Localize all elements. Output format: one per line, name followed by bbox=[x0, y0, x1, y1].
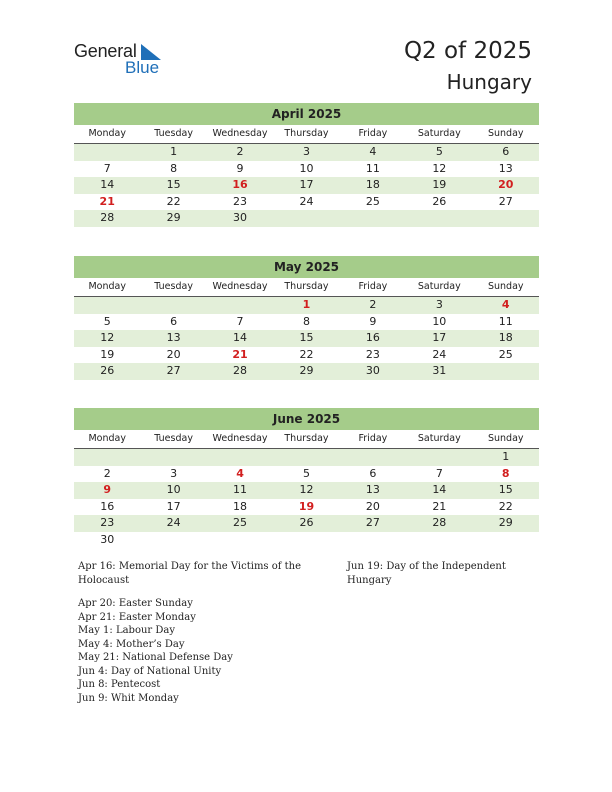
day-cell: 6 bbox=[369, 466, 377, 480]
weekday-label: Thursday bbox=[284, 433, 329, 444]
day-cell bbox=[207, 297, 273, 314]
holiday-note: May 4: Mother’s Day bbox=[78, 638, 185, 650]
day-cell: 7 bbox=[103, 161, 111, 175]
week-row bbox=[74, 314, 539, 331]
day-cell: 29 bbox=[299, 364, 314, 377]
day-cell: 14 bbox=[233, 331, 248, 344]
day-cell: 18 bbox=[233, 499, 248, 513]
day-cell bbox=[74, 144, 140, 161]
weekday-label: Wednesday bbox=[212, 433, 268, 444]
day-cell: 1 bbox=[502, 450, 510, 463]
day-cell: 14 bbox=[100, 178, 115, 191]
weekday-label: Friday bbox=[358, 128, 388, 139]
day-cell: 29 bbox=[498, 516, 513, 529]
day-cell: 30 bbox=[100, 532, 115, 546]
holiday-note: Apr 20: Easter Sunday bbox=[78, 598, 193, 609]
day-cell: 6 bbox=[170, 314, 178, 328]
day-cell: 12 bbox=[100, 331, 115, 344]
day-cell bbox=[140, 297, 206, 314]
weekday-header-row bbox=[74, 125, 539, 144]
day-cell: 29 bbox=[166, 211, 181, 224]
day-cell: 17 bbox=[299, 178, 314, 191]
day-cell: 12 bbox=[299, 483, 314, 496]
day-cell bbox=[74, 297, 140, 314]
week-row bbox=[74, 177, 539, 194]
month-title: June 2025 bbox=[74, 408, 539, 430]
day-cell: 7 bbox=[236, 314, 244, 328]
day-cell: 11 bbox=[365, 161, 380, 175]
weekday-label: Saturday bbox=[417, 433, 461, 444]
weekday-label: Monday bbox=[88, 433, 126, 444]
weekday-label: Monday bbox=[88, 128, 126, 139]
holiday-day-cell: 19 bbox=[298, 499, 315, 513]
day-cell bbox=[406, 532, 472, 549]
holiday-note: Apr 16: Memorial Day for the Victims of the Holocaust bbox=[78, 561, 302, 586]
day-cell: 10 bbox=[432, 314, 447, 328]
holiday-day-cell: 9 bbox=[103, 483, 112, 496]
day-cell: 3 bbox=[170, 466, 178, 480]
day-cell bbox=[140, 449, 206, 466]
holiday-note: May 1: Labour Day bbox=[78, 625, 175, 636]
day-cell: 17 bbox=[166, 499, 181, 513]
day-cell: 7 bbox=[435, 466, 443, 480]
day-cell: 26 bbox=[100, 364, 115, 377]
day-cell: 23 bbox=[233, 194, 248, 208]
weekday-header-row bbox=[74, 430, 539, 449]
week-row bbox=[74, 532, 539, 549]
day-cell: 27 bbox=[166, 364, 181, 377]
day-cell bbox=[406, 449, 472, 466]
weekday-label: Sunday bbox=[487, 128, 524, 139]
day-cell: 5 bbox=[302, 466, 310, 480]
day-cell: 3 bbox=[435, 298, 443, 311]
day-cell: 11 bbox=[498, 314, 513, 328]
holiday-note: Jun 19: Day of the Independent Hungary bbox=[347, 561, 506, 586]
day-cell: 14 bbox=[432, 483, 447, 496]
week-row bbox=[74, 297, 539, 314]
week-row bbox=[74, 515, 539, 532]
day-cell bbox=[473, 210, 539, 227]
week-row bbox=[74, 449, 539, 466]
weekday-label: Sunday bbox=[487, 281, 524, 292]
weekday-label: Tuesday bbox=[154, 128, 193, 139]
day-cell bbox=[473, 532, 539, 549]
month-calendar-may bbox=[74, 256, 539, 380]
day-cell: 1 bbox=[170, 145, 178, 158]
day-cell: 30 bbox=[233, 211, 248, 224]
weekday-label: Tuesday bbox=[154, 281, 193, 292]
day-cell: 5 bbox=[435, 145, 443, 158]
holiday-day-cell: 21 bbox=[99, 194, 115, 208]
week-row bbox=[74, 330, 539, 347]
day-cell: 2 bbox=[236, 145, 244, 158]
holiday-day-cell: 16 bbox=[232, 178, 248, 191]
day-cell: 26 bbox=[432, 194, 447, 208]
weekday-header-row bbox=[74, 278, 539, 297]
weekday-label: Thursday bbox=[284, 281, 329, 292]
day-cell bbox=[406, 210, 472, 227]
day-cell: 20 bbox=[166, 347, 181, 361]
day-cell: 18 bbox=[498, 331, 513, 344]
day-cell bbox=[473, 363, 539, 380]
day-cell: 27 bbox=[498, 194, 513, 208]
day-cell: 25 bbox=[365, 194, 380, 208]
day-cell: 28 bbox=[233, 364, 248, 377]
weekday-label: Friday bbox=[358, 433, 388, 444]
day-cell bbox=[207, 532, 273, 549]
day-cell: 15 bbox=[498, 483, 513, 496]
day-cell: 3 bbox=[302, 145, 310, 158]
day-cell: 26 bbox=[299, 516, 314, 529]
day-cell: 22 bbox=[299, 347, 314, 361]
week-row bbox=[74, 466, 539, 483]
day-cell: 23 bbox=[365, 347, 380, 361]
holiday-notes-right bbox=[347, 560, 517, 597]
day-cell: 8 bbox=[170, 161, 178, 175]
day-cell: 2 bbox=[103, 466, 111, 480]
day-cell: 13 bbox=[498, 161, 513, 175]
day-cell: 22 bbox=[166, 194, 181, 208]
holiday-note: May 21: National Defense Day bbox=[78, 652, 233, 663]
holiday-day-cell: 1 bbox=[302, 298, 311, 311]
brand-word-general: General bbox=[74, 41, 137, 61]
day-cell bbox=[74, 449, 140, 466]
holiday-day-cell: 8 bbox=[501, 466, 510, 480]
country-name: Hungary bbox=[446, 70, 532, 94]
day-cell: 24 bbox=[432, 347, 447, 361]
day-cell: 17 bbox=[432, 331, 447, 344]
page-title: Q2 of 2025 bbox=[403, 38, 532, 64]
day-cell: 23 bbox=[100, 516, 115, 529]
day-cell: 27 bbox=[365, 516, 380, 529]
day-cell: 15 bbox=[166, 178, 181, 191]
week-row bbox=[74, 161, 539, 178]
holiday-day-cell: 21 bbox=[232, 347, 248, 361]
day-cell: 9 bbox=[369, 314, 377, 328]
day-cell: 10 bbox=[299, 161, 314, 175]
day-cell bbox=[340, 210, 406, 227]
weekday-label: Wednesday bbox=[212, 281, 268, 292]
day-cell: 13 bbox=[365, 483, 380, 496]
day-cell bbox=[340, 449, 406, 466]
day-cell: 10 bbox=[166, 483, 181, 496]
weekday-label: Saturday bbox=[417, 128, 461, 139]
day-cell bbox=[273, 449, 339, 466]
week-row bbox=[74, 499, 539, 516]
day-cell: 5 bbox=[103, 314, 111, 328]
day-cell: 4 bbox=[369, 145, 377, 158]
day-cell: 8 bbox=[302, 314, 310, 328]
day-cell bbox=[273, 532, 339, 549]
day-cell: 21 bbox=[432, 499, 447, 513]
week-row bbox=[74, 363, 539, 380]
holiday-note: Jun 4: Day of National Unity bbox=[78, 665, 222, 677]
weekday-label: Tuesday bbox=[154, 433, 193, 444]
holiday-note: Apr 21: Easter Monday bbox=[78, 611, 196, 623]
day-cell: 2 bbox=[369, 298, 377, 311]
day-cell: 31 bbox=[432, 364, 447, 377]
week-row bbox=[74, 144, 539, 161]
day-cell: 19 bbox=[432, 178, 447, 191]
brand-logo bbox=[74, 41, 174, 77]
holiday-note: Jun 8: Pentecost bbox=[78, 679, 161, 690]
brand-word-blue: Blue bbox=[125, 58, 160, 77]
day-cell bbox=[273, 210, 339, 227]
day-cell: 28 bbox=[100, 211, 115, 224]
week-row bbox=[74, 482, 539, 499]
day-cell: 22 bbox=[498, 499, 513, 513]
month-title: May 2025 bbox=[74, 256, 539, 278]
day-cell: 13 bbox=[166, 331, 181, 344]
month-calendar-april bbox=[74, 103, 539, 227]
day-cell bbox=[207, 449, 273, 466]
day-cell: 25 bbox=[498, 347, 513, 361]
day-cell: 19 bbox=[100, 347, 115, 361]
day-cell: 18 bbox=[365, 178, 380, 191]
week-row bbox=[74, 347, 539, 364]
day-cell: 6 bbox=[502, 145, 510, 158]
day-cell bbox=[140, 532, 206, 549]
weekday-label: Wednesday bbox=[212, 128, 268, 139]
day-cell: 25 bbox=[233, 516, 248, 529]
day-cell: 16 bbox=[100, 499, 115, 513]
holiday-day-cell: 4 bbox=[501, 298, 510, 311]
weekday-label: Monday bbox=[88, 281, 126, 292]
month-title: April 2025 bbox=[74, 103, 539, 125]
day-cell: 20 bbox=[365, 499, 380, 513]
weekday-label: Sunday bbox=[487, 433, 524, 444]
week-row bbox=[74, 194, 539, 211]
weekday-label: Saturday bbox=[417, 281, 461, 292]
holiday-note: Jun 9: Whit Monday bbox=[78, 692, 179, 704]
weekday-label: Thursday bbox=[284, 128, 329, 139]
day-cell: 12 bbox=[432, 161, 447, 175]
day-cell: 28 bbox=[432, 516, 447, 529]
holiday-day-cell: 20 bbox=[498, 178, 514, 191]
month-calendar-june bbox=[74, 408, 539, 548]
day-cell: 9 bbox=[236, 161, 244, 175]
day-cell: 30 bbox=[365, 364, 380, 377]
day-cell bbox=[340, 532, 406, 549]
holiday-day-cell: 4 bbox=[236, 466, 244, 480]
day-cell: 24 bbox=[299, 194, 314, 208]
day-cell: 11 bbox=[233, 483, 248, 496]
holiday-notes-left bbox=[78, 560, 343, 705]
week-row bbox=[74, 210, 539, 227]
weekday-label: Friday bbox=[358, 281, 388, 292]
day-cell: 24 bbox=[166, 516, 181, 529]
day-cell: 15 bbox=[299, 331, 314, 344]
day-cell: 16 bbox=[365, 331, 380, 344]
